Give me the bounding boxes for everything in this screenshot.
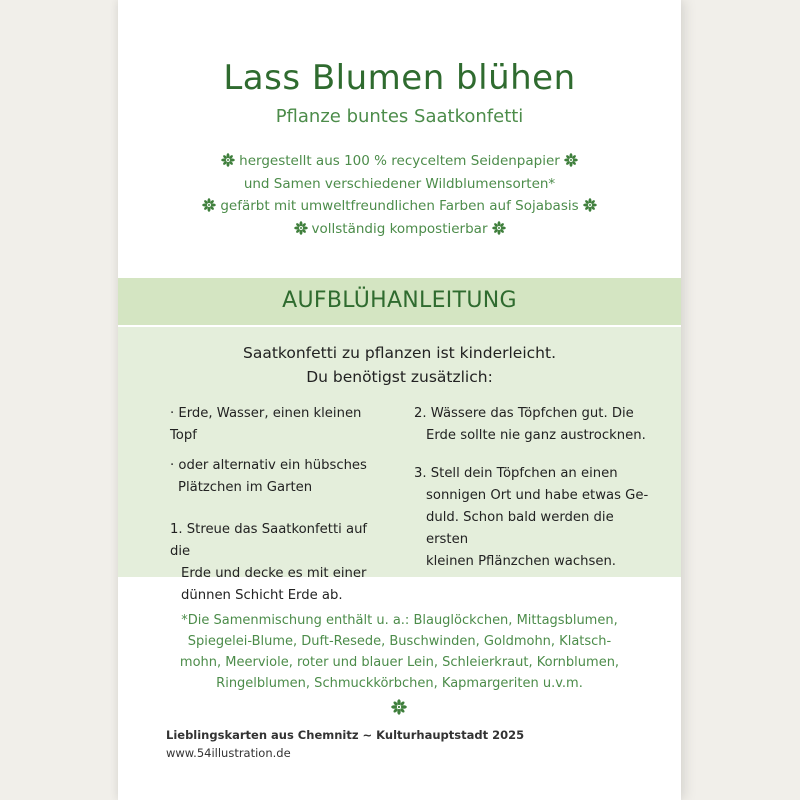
flower-icon — [564, 153, 578, 167]
feature-list — [118, 150, 681, 240]
flower-icon — [583, 198, 597, 212]
seed-mix-footnote — [148, 610, 651, 694]
step-item: 3. Stell dein Töpfchen an einen — [414, 466, 618, 481]
footnote-line: Ringelblumen, Schmuckkörbchen, Kapmargeriten u.v.m. — [216, 676, 583, 691]
footnote-line: Spiegelei-Blume, Duft-Resede, Buschwinden, Goldmohn, Klatsch- — [187, 634, 612, 649]
seed-confetti-card — [118, 0, 681, 800]
website-url: www.54illustration.de — [166, 746, 291, 760]
feature-item — [118, 218, 681, 241]
list-item: · Erde, Wasser, einen kleinen Topf — [170, 406, 362, 443]
step-item: 1. Streue das Saatkonfetti auf die — [170, 522, 368, 559]
credit-text: Lieblingskarten aus Chemnitz ~ Kulturhauptstadt 2025 — [166, 728, 525, 742]
feature-text: und Samen verschiedener Wildblumensorten* — [243, 175, 556, 192]
feature-text: gefärbt mit umweltfreundlichen Farben auf Sojabasis — [220, 198, 579, 214]
instructions-right-column — [414, 403, 654, 573]
step-item-continued: sonnigen Ort und habe etwas Ge- — [426, 488, 649, 503]
page-subtitle: Pflanze buntes Saatkonfetti — [275, 106, 524, 127]
intro-line: Saatkonfetti zu pflanzen ist kinderleicht. — [243, 344, 556, 362]
list-item: · oder alternativ ein hübsches — [170, 458, 367, 473]
feature-item — [118, 150, 681, 173]
step-item-continued: kleinen Pflänzchen wachsen. — [426, 554, 617, 569]
instructions-heading-band — [118, 278, 681, 325]
feature-text: vollständig kompostierbar — [311, 220, 488, 237]
instructions-intro — [118, 341, 681, 389]
feature-text: hergestellt aus 100 % recyceltem Seidenpapier — [239, 153, 560, 169]
step-item-continued: duld. Schon bald werden die ersten — [426, 510, 614, 547]
instructions-left-column — [170, 403, 390, 607]
step-item-continued: Erde sollte nie ganz austrocknen. — [426, 428, 646, 443]
step-item-continued: dünnen Schicht Erde ab. — [181, 588, 343, 603]
flower-icon — [294, 221, 308, 235]
page-title: Lass Blumen blühen — [223, 58, 576, 98]
intro-line: Du benötigst zusätzlich: — [306, 368, 493, 386]
flower-icon — [202, 198, 216, 212]
feature-item — [118, 195, 681, 218]
step-item-continued: Erde und decke es mit einer — [181, 566, 367, 581]
flower-icon — [221, 153, 235, 167]
footnote-line: mohn, Meerviole, roter und blauer Lein, Schleierkraut, Kornblumen, — [179, 655, 620, 670]
flower-icon — [391, 699, 407, 715]
list-item-continued: Plätzchen im Garten — [178, 480, 313, 495]
instructions-panel — [118, 327, 681, 603]
step-item: 2. Wässere das Töpfchen gut. Die — [414, 406, 634, 421]
flower-icon — [492, 221, 506, 235]
feature-item — [118, 173, 681, 196]
section-heading: AUFBLÜHANLEITUNG — [282, 288, 517, 313]
footnote-line: *Die Samenmischung enthält u. a.: Blauglöckchen, Mittagsblumen, — [181, 613, 618, 628]
